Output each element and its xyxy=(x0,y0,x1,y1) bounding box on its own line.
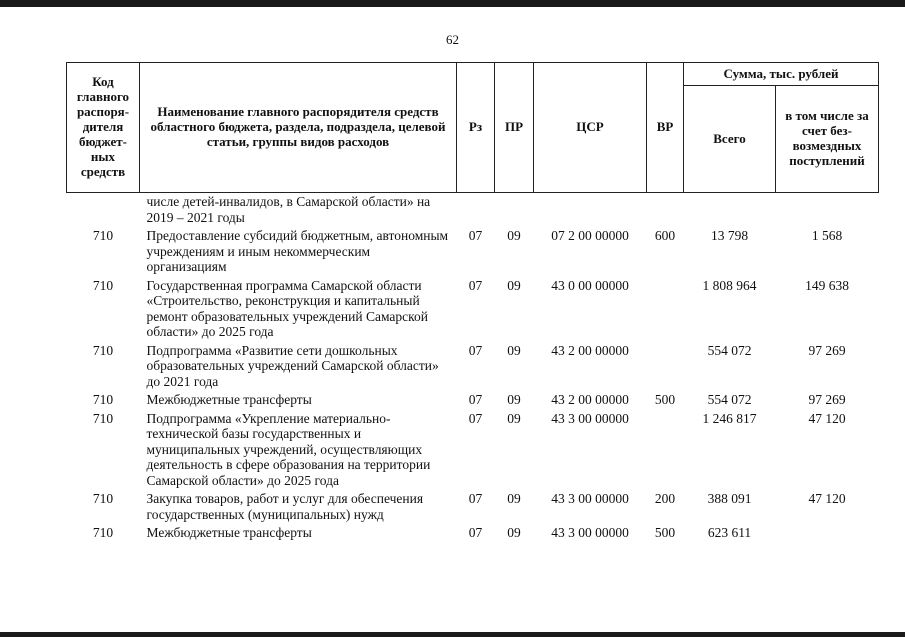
cell-name: Межбюджетные трансферты xyxy=(146,525,312,541)
cell-name: Межбюджетные трансферты xyxy=(146,392,312,408)
cell-total: 13 798 xyxy=(710,228,749,244)
cell-code: 710 xyxy=(92,525,114,541)
table-body xyxy=(67,193,879,543)
header-pr: ПР xyxy=(495,63,534,193)
table-row xyxy=(67,227,879,277)
cell-code: 710 xyxy=(92,491,114,507)
cell-free: 97 269 xyxy=(808,392,846,408)
cell-name: Подпрограмма «Развитие сети дошкольных образовательных учреждений Самарской области» до 2021 года xyxy=(146,342,439,389)
bottom-scan-border xyxy=(0,632,905,637)
cell-rz: 07 xyxy=(468,342,483,358)
cell-csr: 43 3 00 00000 xyxy=(551,525,629,541)
cell-csr: 43 3 00 00000 xyxy=(551,491,629,507)
header-csr: ЦСР xyxy=(534,63,647,193)
cell-pr: 09 xyxy=(507,342,521,358)
cell-vr: 500 xyxy=(654,525,676,541)
cell-csr: 43 0 00 00000 xyxy=(551,277,629,293)
cell-free: 149 638 xyxy=(805,277,849,293)
cell-pr: 09 xyxy=(507,392,521,408)
cell-total: 623 611 xyxy=(707,525,752,541)
cell-name: Подпрограмма «Укрепление материально-технической базы государственных и муниципальных учреждений, осуществляющих деятельность в сфере образования на территории Самарской области» до 2025 года xyxy=(146,410,431,488)
header-free: в том числе за счет без-возмездных поступлений xyxy=(776,86,879,193)
table-row xyxy=(67,277,879,342)
cell-code: 710 xyxy=(92,410,114,426)
cell-pr: 09 xyxy=(507,277,521,293)
cell-rz: 07 xyxy=(468,525,483,541)
cell-rz: 07 xyxy=(468,491,483,507)
table-row xyxy=(67,490,879,524)
cell-code: 710 xyxy=(92,228,114,244)
cell-total: 1 246 817 xyxy=(702,410,757,426)
cell-pr: 09 xyxy=(507,228,521,244)
cell-rz: 07 xyxy=(468,277,483,293)
cell-csr: 07 2 00 00000 xyxy=(551,228,629,244)
cell-vr xyxy=(647,410,684,491)
cell-total: 554 072 xyxy=(707,392,752,408)
cell-rz: 07 xyxy=(468,228,483,244)
cell-total: 388 091 xyxy=(707,491,752,507)
cell-name: Государственная программа Самарской области «Строительство, реконструкция и капитальный ремонт образовательных учреждений Самарской области» до 2025 года xyxy=(146,277,428,340)
cell-free: 1 568 xyxy=(811,228,843,244)
header-total: Всего xyxy=(684,86,776,193)
cell-total: 554 072 xyxy=(707,342,752,358)
header-name: Наименование главного распорядителя средств областного бюджета, раздела, подраздела, целевой статьи, группы видов расходов xyxy=(140,63,457,193)
continuation-row xyxy=(67,193,879,228)
header-sum: Сумма, тыс. рублей xyxy=(684,63,879,86)
cell-csr: 43 3 00 00000 xyxy=(551,410,629,426)
continuation-text: числе детей-инвалидов, в Самарской области» на 2019 – 2021 годы xyxy=(146,194,431,225)
cell-pr: 09 xyxy=(507,525,521,541)
page-number: 62 xyxy=(446,32,459,47)
table-row xyxy=(67,342,879,392)
cell-name: Закупка товаров, работ и услуг для обеспечения государственных (муниципальных) нужд xyxy=(146,491,424,522)
cell-rz: 07 xyxy=(468,392,483,408)
cell-vr xyxy=(647,277,684,342)
cell-pr: 09 xyxy=(507,410,521,426)
cell-vr xyxy=(647,342,684,392)
cell-vr: 500 xyxy=(654,392,676,408)
cell-name: Предоставление субсидий бюджетным, автономным учреждениям и иным некоммерческим организациям xyxy=(146,228,449,275)
cell-vr: 200 xyxy=(654,491,676,507)
cell-free: 47 120 xyxy=(808,491,846,507)
cell-csr: 43 2 00 00000 xyxy=(551,342,629,358)
cell-rz: 07 xyxy=(468,410,483,426)
header-code: Код главного распоря-дителя бюджет-ных средств xyxy=(67,63,140,193)
header-vr: ВР xyxy=(647,63,684,193)
cell-free xyxy=(776,524,879,543)
cell-total: 1 808 964 xyxy=(702,277,757,293)
cell-free: 47 120 xyxy=(808,410,846,426)
cell-pr: 09 xyxy=(507,491,521,507)
cell-vr: 600 xyxy=(654,228,676,244)
top-scan-border xyxy=(0,0,905,7)
cell-code: 710 xyxy=(92,392,114,408)
table-row xyxy=(67,391,879,410)
table-row xyxy=(67,524,879,543)
table-row xyxy=(67,410,879,491)
header-rz: Рз xyxy=(457,63,495,193)
cell-csr: 43 2 00 00000 xyxy=(551,392,629,408)
budget-table xyxy=(66,62,879,543)
cell-code: 710 xyxy=(92,277,114,293)
cell-code: 710 xyxy=(92,342,114,358)
cell-free: 97 269 xyxy=(808,342,846,358)
